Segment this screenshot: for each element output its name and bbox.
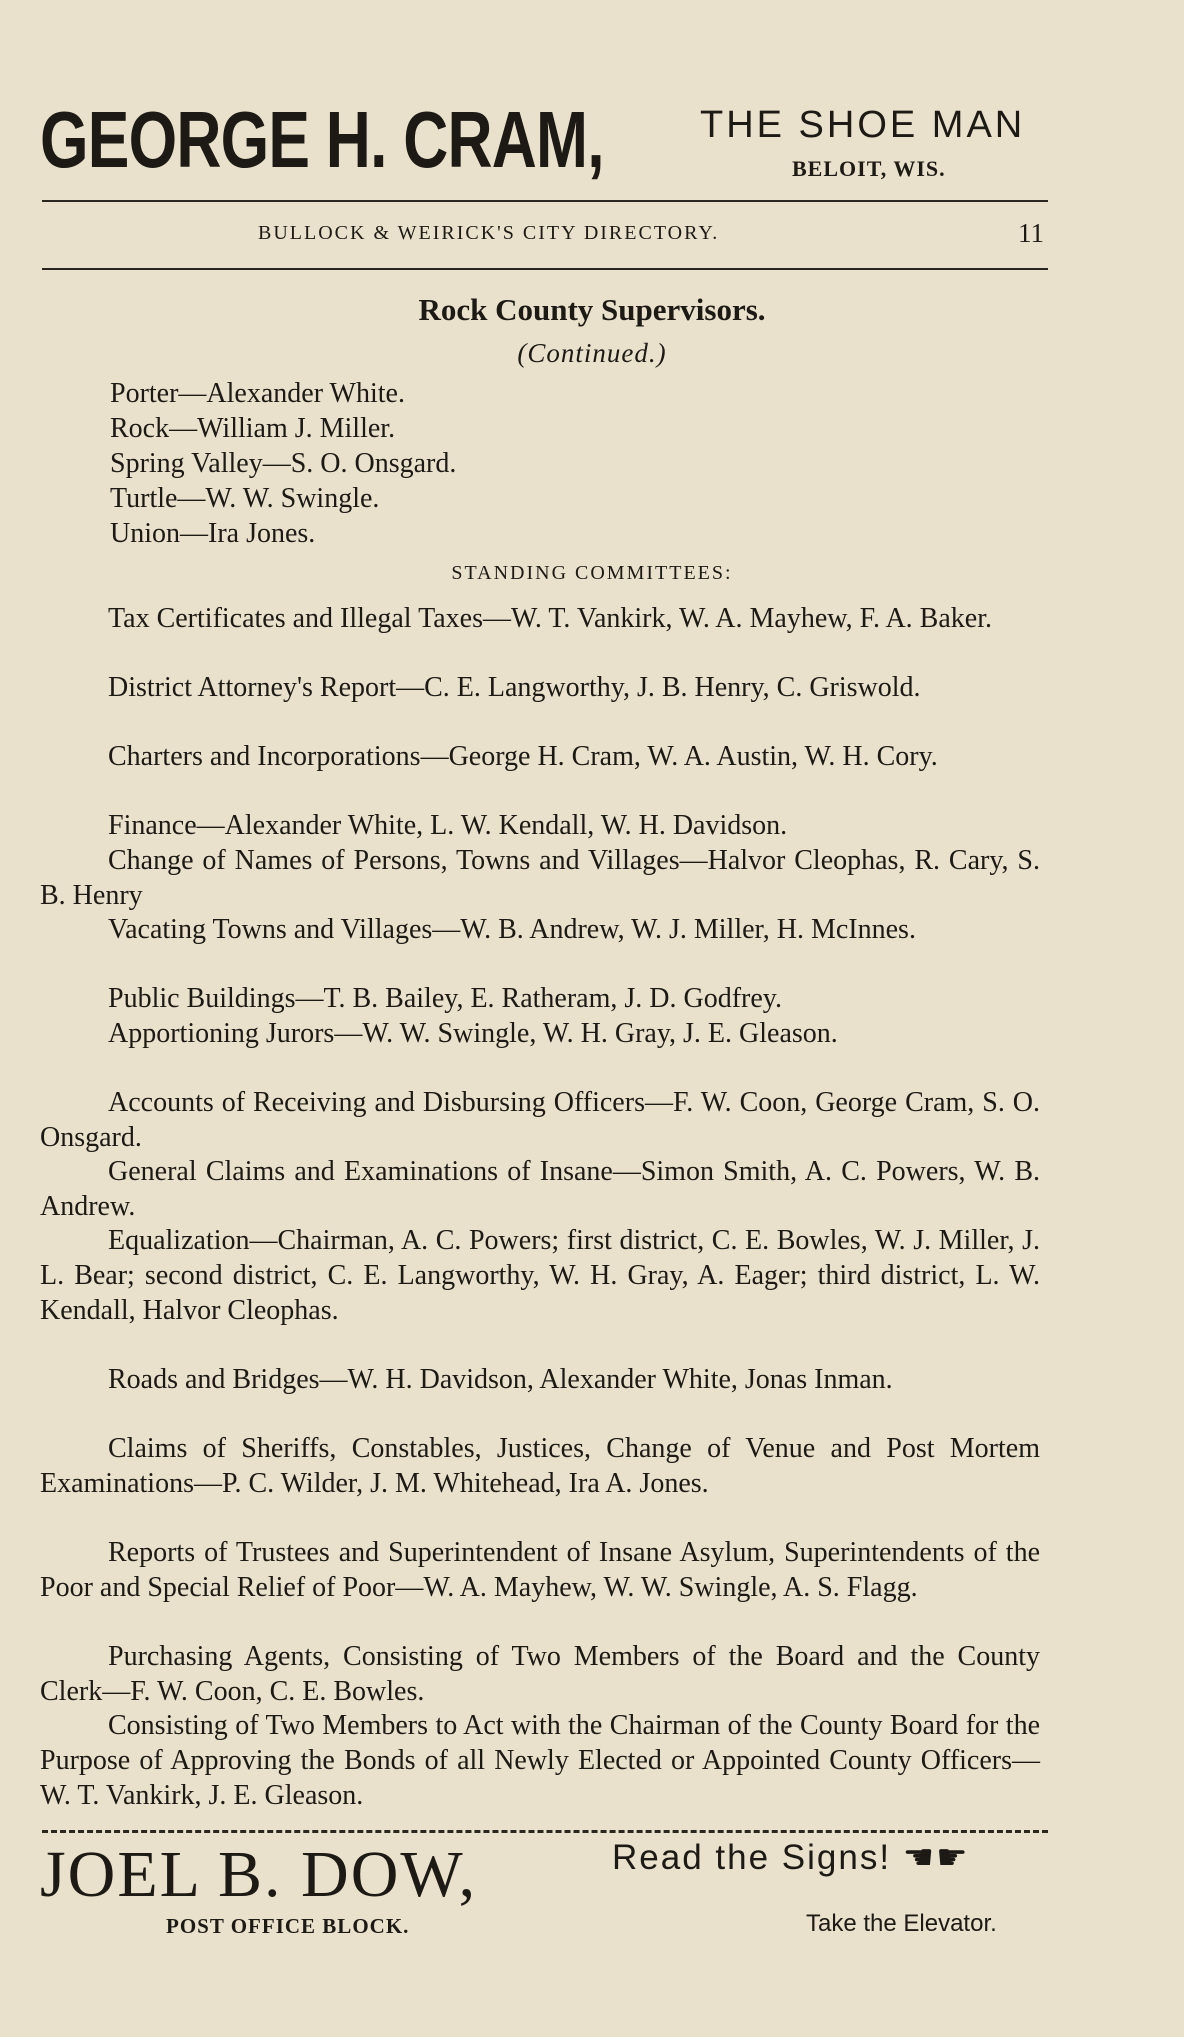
advertiser-note: Take the Elevator.: [806, 1910, 997, 1937]
advertiser-name: GEORGE H. CRAM,: [40, 95, 604, 184]
committee-entry: Finance—Alexander White, L. W. Kendall, W. H. Davidson.: [108, 810, 788, 841]
advertiser-location: POST OFFICE BLOCK.: [166, 1914, 410, 1938]
committee-entry: Claims of Sheriffs, Constables, Justices, Change of Venue and Post Mortem Examinations—P. C. Wilder, J. M. Whitehead, Ira A. Jones.: [40, 1433, 1040, 1499]
committees-heading: STANDING COMMITTEES:: [451, 562, 733, 584]
committee-entry: Accounts of Receiving and Disbursing Officers—F. W. Coon, George Cram, S. O. Onsgard.: [40, 1087, 1040, 1153]
committee-entry: Charters and Incorporations—George H. Cram, W. A. Austin, W. H. Cory.: [108, 741, 938, 772]
committee-entry: Change of Names of Persons, Towns and Villages—Halvor Cleophas, R. Cary, S. B. Henry: [40, 845, 1040, 911]
committee-entry: Purchasing Agents, Consisting of Two Members of the Board and the County Clerk—F. W. Coon, C. E. Bowles.: [40, 1641, 1040, 1707]
top-advertisement: [40, 95, 1050, 200]
committee-entry: District Attorney's Report—C. E. Langworthy, J. B. Henry, C. Griswold.: [108, 672, 921, 703]
advertiser-name: JOEL B. DOW,: [40, 1838, 478, 1911]
section-title: Rock County Supervisors.: [418, 292, 766, 327]
supervisor-entry: Rock—William J. Miller.: [110, 413, 396, 444]
supervisor-entry: Turtle—W. W. Swingle.: [110, 483, 380, 514]
bottom-advertisement: [40, 1820, 1050, 1938]
running-head-rule: [42, 268, 1048, 270]
committee-entry: Equalization—Chairman, A. C. Powers; first district, C. E. Bowles, W. J. Miller, J. L. Bear; second district, C. E. Langworthy, W. H. Gray, A. Eager; third district, L. W. Kendall, Halvor Cleophas.: [40, 1225, 1040, 1326]
committee-entry: Tax Certificates and Illegal Taxes—W. T. Vankirk, W. A. Mayhew, F. A. Baker.: [108, 603, 992, 634]
top-ad-rule: [42, 200, 1048, 202]
committee-entry: Apportioning Jurors—W. W. Swingle, W. H. Gray, J. E. Gleason.: [108, 1018, 838, 1049]
committee-entry: Public Buildings—T. B. Bailey, E. Ratheram, J. D. Godfrey.: [108, 983, 782, 1014]
running-head: BULLOCK & WEIRICK'S CITY DIRECTORY.: [258, 222, 720, 244]
committee-entry: Reports of Trustees and Superintendent of Insane Asylum, Superintendents of the Poor and Special Relief of Poor—W. A. Mayhew, W. W. Swingle, A. S. Flagg.: [40, 1537, 1040, 1603]
supervisor-entry: Porter—Alexander White.: [110, 378, 405, 409]
committee-entry: Vacating Towns and Villages—W. B. Andrew, W. J. Miller, H. McInnes.: [108, 914, 916, 945]
committee-entry: Consisting of Two Members to Act with the Chairman of the County Board for the Purpose of Approving the Bonds of all Newly Elected or Appointed County Officers—W. T. Vankirk, J. E. Gleason.: [40, 1710, 1040, 1811]
supervisor-entry: Union—Ira Jones.: [110, 518, 316, 549]
advertiser-tagline: THE SHOE MAN: [700, 104, 1026, 146]
advertiser-city: BELOIT, WIS.: [792, 156, 946, 181]
committee-entry: Roads and Bridges—W. H. Davidson, Alexander White, Jonas Inman.: [108, 1364, 893, 1395]
section-subtitle: (Continued.): [517, 338, 667, 368]
page-number: 11: [1018, 218, 1044, 248]
committee-entry: General Claims and Examinations of Insane—Simon Smith, A. C. Powers, W. B. Andrew.: [40, 1156, 1040, 1222]
supervisor-entry: Spring Valley—S. O. Onsgard.: [110, 448, 457, 479]
advertiser-slogan: Read the Signs! ☚☛: [612, 1838, 970, 1877]
